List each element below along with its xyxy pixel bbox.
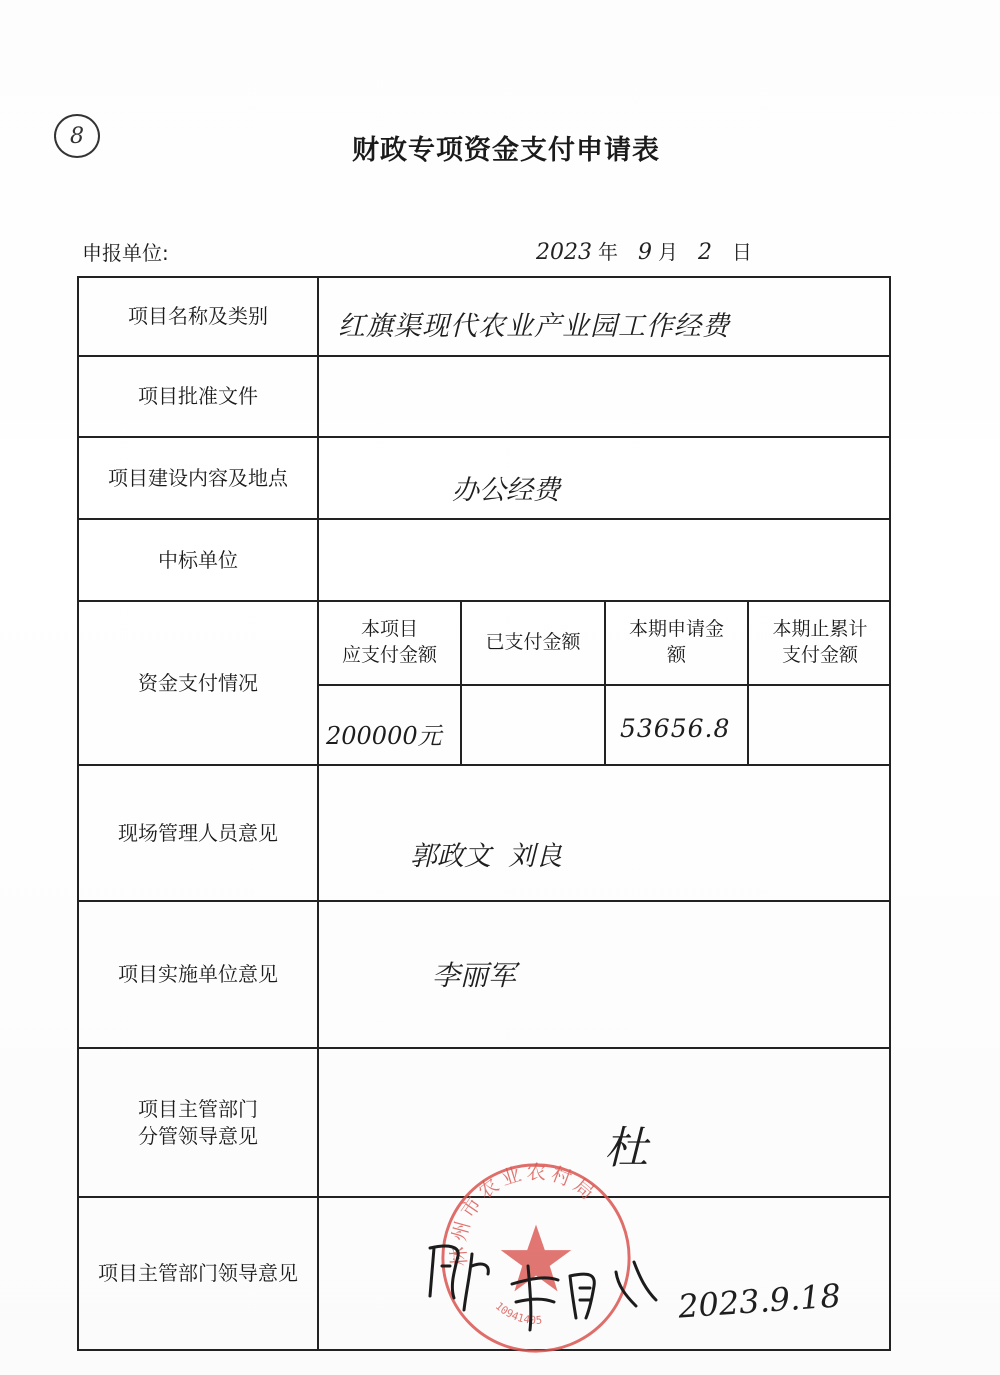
site-manager-label: 现场管理人员意见 (118, 820, 278, 845)
date-year-char: 年 (598, 240, 618, 264)
implementing-unit-label: 项目实施单位意见 (118, 962, 278, 986)
construction-value: 办公经费 (452, 475, 560, 506)
payment-current-value: 53656.8 (620, 714, 731, 743)
approval-date-handwritten: 2023.9.18 (676, 1276, 842, 1326)
winning-bidder-label: 中标单位 (158, 547, 238, 572)
implementing-unit-signature: 李丽军 (432, 959, 517, 992)
date-day-char: 日 (732, 240, 752, 264)
date-year: 2023 (536, 240, 592, 265)
payment-status-label: 资金支付情况 (138, 670, 258, 695)
date-month: 9 (638, 240, 652, 265)
approval-doc-label: 项目批准文件 (138, 384, 258, 408)
payment-header-cumulative: 本期止累计 支付金额 (772, 618, 868, 666)
date-day: 2 (698, 240, 712, 265)
dept-deputy-signature: 杜 (604, 1123, 648, 1174)
leader-signature-icon (420, 1226, 690, 1344)
project-name-value: 红旗渠现代农业产业园工作经费 (338, 311, 730, 342)
payment-header-paid: 已支付金额 (485, 631, 581, 654)
seal-code: 10941405 (492, 1299, 543, 1327)
payment-header-due: 本项目 应支付金额 (341, 618, 437, 666)
form-title: 财政专项资金支付申请表 (352, 135, 660, 166)
dept-deputy-label: 项目主管部门 分管领导意见 (138, 1096, 258, 1148)
payment-due-value: 200000元 (326, 722, 442, 750)
project-name-label: 项目名称及类别 (128, 304, 268, 328)
payment-header-current: 本期申请金 额 (628, 618, 724, 666)
site-manager-signature: 郭政文 刘良 (410, 841, 563, 872)
dept-leader-label: 项目主管部门领导意见 (98, 1260, 298, 1285)
date-month-char: 月 (658, 240, 678, 264)
circled-page-number: 8 (54, 114, 100, 158)
reporting-unit-label: 申报单位: (82, 241, 169, 265)
seal-text: 林州市农业农村局 (446, 1160, 602, 1268)
application-date (536, 236, 752, 265)
construction-label: 项目建设内容及地点 (108, 465, 288, 490)
